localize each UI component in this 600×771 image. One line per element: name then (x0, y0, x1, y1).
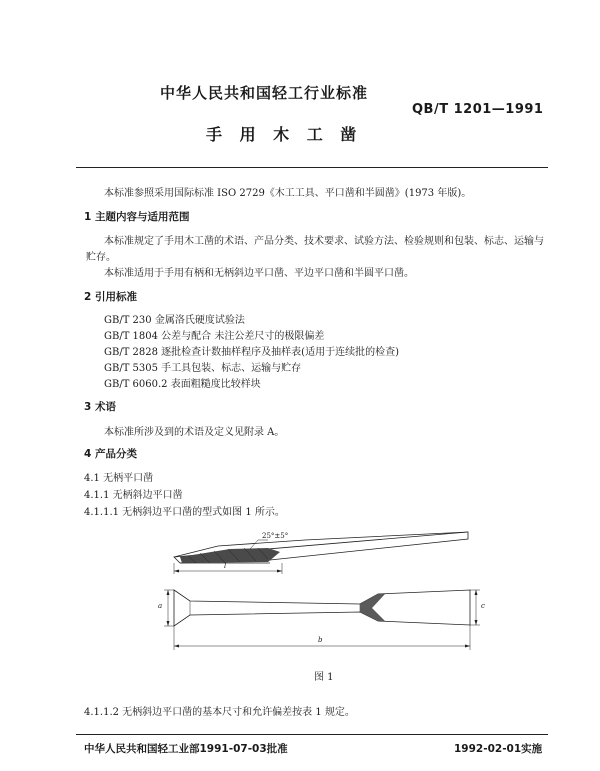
intro-paragraph: 本标准参照采用国际标准 ISO 2729《木工工具、平口凿和半圆凿》(1973 年版)。 (104, 188, 472, 199)
reference-item: GB/T 1804 公差与配合 未注公差尺寸的极限偏差 (104, 331, 325, 342)
figure-caption: 图 1 (314, 672, 334, 683)
subsection-4-1-1: 4.1.1 无柄斜边平口凿 (84, 490, 183, 501)
reference-item: GB/T 5305 手工具包装、标志、运输与贮存 (104, 363, 302, 374)
reference-item: GB/T 2828 逐批检查计数抽样程序及抽样表(适用于连续批的检查) (104, 347, 399, 358)
section-3-heading: 3 术语 (84, 401, 116, 413)
reference-item: GB/T 6060.2 表面粗糙度比较样块 (104, 379, 261, 390)
section-3-para: 本标准所涉及到的术语及定义见附录 A。 (104, 427, 285, 438)
section-1-para-1-line-1: 本标准规定了手用木工凿的术语、产品分类、技术要求、试验方法、检验规则和包装、标志、运输与 (104, 236, 544, 247)
subsection-4-1: 4.1 无柄平口凿 (84, 473, 154, 484)
section-4-heading: 4 产品分类 (84, 448, 137, 460)
subsection-4-1-1-2: 4.1.1.2 无柄斜边平口凿的基本尺寸和允许偏差按表 1 规定。 (84, 707, 355, 718)
dimension-c-label: c (481, 602, 485, 610)
reference-item: GB/T 230 金属洛氏硬度试验法 (104, 315, 245, 326)
dimension-a-label: a (158, 602, 163, 610)
subsection-4-1-1-1: 4.1.1.1 无柄斜边平口凿的型式如图 1 所示。 (84, 507, 285, 518)
section-1-heading: 1 主题内容与适用范围 (84, 211, 190, 223)
footer-rule (76, 734, 548, 735)
dimension-l-label: l (224, 562, 227, 570)
section-1-para-2: 本标准适用于手用有柄和无柄斜边平口凿、平边平口凿和半圆平口凿。 (104, 268, 414, 279)
dimension-b-label: b (318, 636, 323, 644)
bevel-angle-label: 25°±5° (262, 532, 289, 540)
section-1-para-1-line-2: 贮存。 (86, 252, 116, 263)
issuing-organization: 中华人民共和国轻工行业标准 (160, 84, 369, 102)
chisel-side-view (174, 532, 468, 574)
document-title: 手 用 木 工 凿 (206, 125, 363, 144)
standard-code: QB/T 1201—1991 (412, 102, 544, 117)
section-2-heading: 2 引用标准 (84, 291, 137, 303)
approval-date: 中华人民共和国轻工业部1991-07-03批准 (84, 743, 288, 755)
implementation-date: 1992-02-01实施 (454, 743, 543, 755)
